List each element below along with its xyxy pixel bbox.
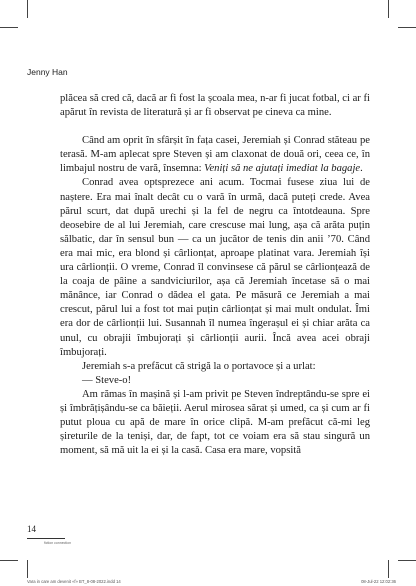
- print-slug-date: 08-Jul-22 12:02:36: [361, 579, 396, 584]
- page-number: 14: [27, 524, 36, 534]
- paragraph: Am rămas în mașină și l-am privit pe Steven îndreptându-se spre ei și îmbrățișându-se ca băieții. Aerul mirosea sărat și umed, ca și cum ar fi putut ploua cu apă de mare în orice clipă. M-am prefăcut că-mi leg șireturile de la teniși, dar, de fapt, tot ce voiam era să stau singură un moment, să mă uit la ei și la casă. Casa era mare, vopsită: [60, 388, 370, 457]
- crop-mark-left-top: [0, 27, 18, 28]
- crop-mark-right-top: [398, 27, 416, 28]
- paragraph: Jeremiah s-a prefăcut că strigă la o portavoce și a urlat:: [82, 360, 316, 372]
- paragraph: [60, 134, 370, 176]
- crop-mark-top-right: [388, 0, 389, 18]
- crop-mark-right-bottom: [398, 560, 416, 561]
- paragraph-text: Când am oprit în sfârșit în fața casei, Jeremiah și Conrad stăteau pe terasă. M-am aplecat spre Steven și am claxonat de două ori, ceea ce, în limbajul nostru de vară, însemna:: [60, 135, 370, 175]
- paragraph-continuation: plăcea să cred că, dacă ar fi fost la școala mea, n-ar fi jucat fotbal, ci ar fi apărut în revista de literatură și ar fi observat pe cineva ca mine.: [60, 93, 370, 119]
- footer-caption: fiction connection: [44, 541, 72, 545]
- footer-rule: [27, 538, 65, 539]
- dialogue-line: — Steve-o!: [82, 374, 132, 386]
- running-head: Jenny Han: [27, 67, 68, 77]
- crop-mark-bottom-right: [388, 560, 389, 578]
- italic-phrase: Veniți să ne ajutați imediat la bagaje: [204, 163, 361, 175]
- crop-mark-left-bottom: [0, 560, 18, 561]
- body-text: [60, 92, 370, 458]
- paragraph: Conrad avea optsprezece ani acum. Tocmai fusese ziua lui de naștere. Era mai înalt decât cu o vară în urmă, dacă puteți crede. Avea părul scurt, dat după urechi și la fel de negru ca întotdeauna. Spre deosebire de al lui Jeremiah, care crescuse mai lung, așa că arăta puțin sălbatic, dar în sensul bun — ca un jucător de tenis din anii ’70. Când era mai mic, era blond și cârlionțat, aproape platinat vara. Jeremiah își ura cârlionții. O vreme, Conrad îl convinsese că părul se cârlionțează de la coaja de pâine a sandviciurilor, așa că Jeremiah încetase să o mai mănânce, iar Conrad o dădea el gata. Pe măsură ce Jeremiah a mai crescut, părul lui a fost tot mai puțin cârlionțat și mai mult ondulat. Îmi era dor de cârlionții lui. Susannah îl numea îngerașul ei și chiar arăta ca unul, cu obrajii îmbujorați și cârlionții aurii. Încă avea acei obraji îmbujorați.: [60, 177, 370, 358]
- crop-mark-top-left: [27, 0, 28, 18]
- paragraph-text-end: .: [360, 163, 363, 175]
- print-slug-file: Vara in care am devenit «f» BT_8-08-2022.indd 14: [27, 579, 121, 584]
- crop-mark-bottom-left: [27, 560, 28, 578]
